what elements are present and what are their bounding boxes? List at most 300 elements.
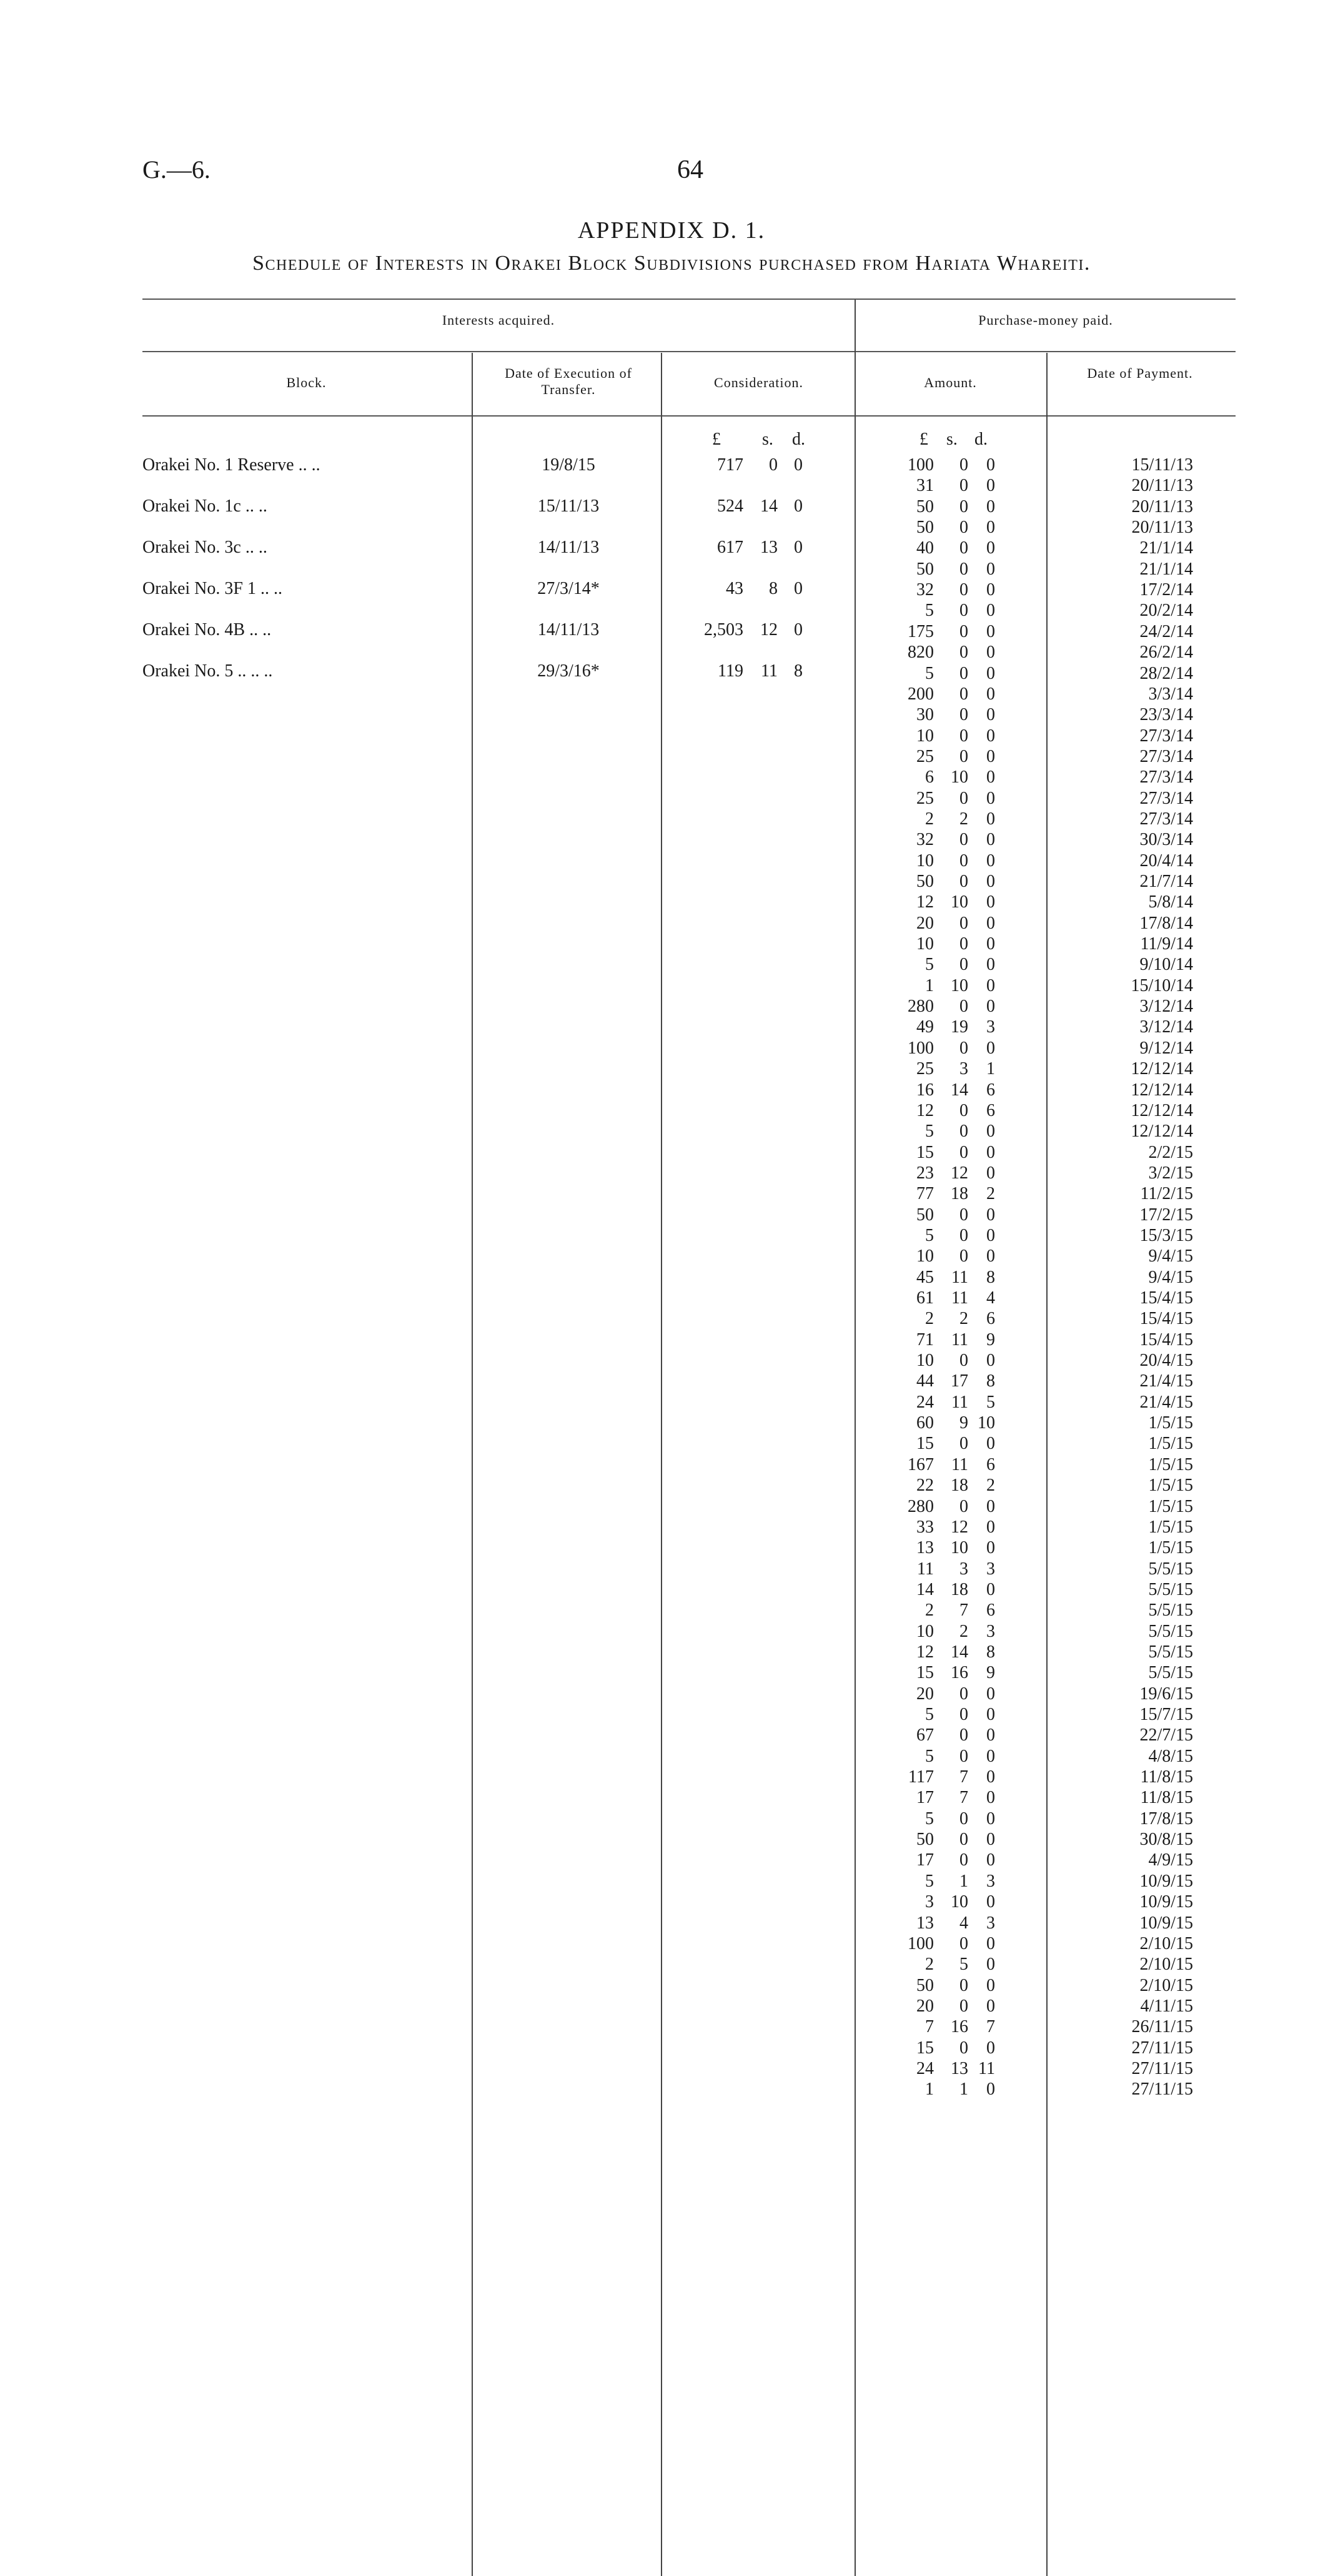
amount-shillings: 0 xyxy=(959,1205,968,1225)
consideration-pence: 8 xyxy=(794,661,803,681)
amount-pounds: 25 xyxy=(916,747,934,766)
amount-pence: 0 xyxy=(986,1226,995,1245)
amount-shillings: 0 xyxy=(959,914,968,933)
payment-date: 2/10/15 xyxy=(1139,1934,1193,1953)
amount-pounds: 5 xyxy=(925,1747,934,1766)
amount-pounds: 100 xyxy=(908,455,934,475)
amount-pence: 3 xyxy=(986,1017,995,1037)
amount-pence: 0 xyxy=(986,809,995,829)
amount-pounds: 31 xyxy=(916,476,934,495)
payment-date: 5/5/15 xyxy=(1148,1642,1193,1662)
amount-pence: 0 xyxy=(986,955,995,974)
amount-pounds: 100 xyxy=(908,1934,934,1953)
amount-shillings: 0 xyxy=(959,934,968,954)
consideration-pounds: 119 xyxy=(718,661,743,681)
consideration-pounds: 717 xyxy=(717,455,743,475)
amount-pence: 0 xyxy=(986,2080,995,2099)
amount-pounds: 20 xyxy=(916,1996,934,2016)
payment-date: 15/10/14 xyxy=(1131,976,1193,995)
payment-date: 27/3/14 xyxy=(1139,789,1193,808)
group-purchase-money: Purchase-money paid. xyxy=(978,312,1113,328)
amount-pence: 1 xyxy=(986,1059,995,1078)
amount-pence: 6 xyxy=(986,1601,995,1620)
payment-date: 11/8/15 xyxy=(1140,1788,1193,1807)
amount-shillings: 11 xyxy=(951,1455,968,1474)
amount-pence: 0 xyxy=(986,830,995,849)
group-interests-acquired: Interests acquired. xyxy=(442,312,555,328)
amount-shillings: 0 xyxy=(959,851,968,871)
amount-shillings: 0 xyxy=(959,726,968,746)
amount-pence: 0 xyxy=(986,1122,995,1141)
amount-pence: 8 xyxy=(986,1642,995,1662)
payment-date: 1/5/15 xyxy=(1148,1455,1193,1474)
amount-shillings: 0 xyxy=(959,997,968,1016)
amount-shillings: 7 xyxy=(959,1601,968,1620)
payment-date: 26/2/14 xyxy=(1139,643,1193,662)
amount-shillings: 0 xyxy=(959,455,968,475)
amount-pence: 0 xyxy=(986,1830,995,1849)
amount-pounds: 5 xyxy=(925,955,934,974)
divider-amount-date xyxy=(1046,353,1048,2576)
amount-pence: 0 xyxy=(986,1351,995,1370)
amount-pounds: 24 xyxy=(916,2059,934,2078)
payment-date: 3/12/14 xyxy=(1139,997,1193,1016)
consideration-pounds: 2,503 xyxy=(704,620,743,639)
amount-shillings: 0 xyxy=(959,1351,968,1370)
payment-date: 17/8/15 xyxy=(1139,1809,1193,1828)
amount-pence-unit: d. xyxy=(974,430,988,449)
amount-shillings: 18 xyxy=(951,1476,968,1495)
schedule-subtitle: Schedule of Interests in Orakei Block Subdivisions purchased from Hariata Whareiti. xyxy=(252,252,1091,275)
amount-shillings: 0 xyxy=(959,1747,968,1766)
amount-shillings: 0 xyxy=(959,1934,968,1953)
amount-pence: 0 xyxy=(986,747,995,766)
payment-date: 20/11/13 xyxy=(1131,476,1193,495)
amount-pence: 0 xyxy=(986,726,995,746)
amount-shillings: 0 xyxy=(959,955,968,974)
amount-shillings: 13 xyxy=(951,2059,968,2078)
amount-pence: 6 xyxy=(986,1080,995,1100)
amount-shillings: 7 xyxy=(959,1767,968,1787)
amount-shillings: 7 xyxy=(959,1788,968,1807)
amount-pence: 0 xyxy=(986,1747,995,1766)
amount-pence: 3 xyxy=(986,1872,995,1891)
payment-date: 15/4/15 xyxy=(1139,1309,1193,1328)
payment-date: 15/3/15 xyxy=(1139,1226,1193,1245)
amount-pounds: 17 xyxy=(916,1850,934,1870)
payment-date: 9/12/14 xyxy=(1139,1039,1193,1058)
amount-shillings: 19 xyxy=(951,1017,968,1037)
amount-pence: 8 xyxy=(986,1371,995,1391)
payment-date: 30/3/14 xyxy=(1139,830,1193,849)
amount-pounds: 49 xyxy=(916,1017,934,1037)
payment-date: 27/3/14 xyxy=(1139,747,1193,766)
amount-pounds: 22 xyxy=(916,1476,934,1495)
amount-pounds: 20 xyxy=(916,1684,934,1704)
amount-shillings: 14 xyxy=(951,1080,968,1100)
amount-shillings: 0 xyxy=(959,1122,968,1141)
payment-date: 27/11/15 xyxy=(1131,2080,1193,2099)
payment-date: 27/11/15 xyxy=(1131,2059,1193,2078)
payment-date: 20/4/14 xyxy=(1139,851,1193,871)
amount-shillings: 11 xyxy=(951,1268,968,1287)
document-reference: G.—6. xyxy=(142,155,211,184)
amount-shillings: 0 xyxy=(959,497,968,516)
amount-pounds: 12 xyxy=(916,1642,934,1662)
amount-pence: 0 xyxy=(986,789,995,808)
payment-date: 10/9/15 xyxy=(1139,1872,1193,1891)
amount-shillings: 0 xyxy=(959,1996,968,2016)
amount-pounds: 5 xyxy=(925,1122,934,1141)
amount-pence: 0 xyxy=(986,643,995,662)
payment-date: 1/5/15 xyxy=(1148,1517,1193,1537)
amount-pounds: 820 xyxy=(908,643,934,662)
consideration-pence: 0 xyxy=(794,455,803,475)
payment-date: 17/2/14 xyxy=(1139,580,1193,600)
amount-shillings: 0 xyxy=(959,705,968,724)
amount-pounds: 45 xyxy=(916,1268,934,1287)
amount-shillings: 0 xyxy=(959,872,968,891)
amount-pounds: 15 xyxy=(916,1143,934,1162)
transfer-date: 14/11/13 xyxy=(537,538,600,557)
amount-pounds: 2 xyxy=(925,809,934,829)
payment-date: 12/12/14 xyxy=(1131,1080,1193,1100)
payment-date: 28/2/14 xyxy=(1139,664,1193,683)
amount-shillings: 11 xyxy=(951,1393,968,1412)
amount-pounds: 2 xyxy=(925,1601,934,1620)
amount-pence: 0 xyxy=(986,664,995,683)
payment-date: 5/5/15 xyxy=(1148,1580,1193,1599)
payment-date: 10/9/15 xyxy=(1139,1913,1193,1933)
amount-pounds: 32 xyxy=(916,580,934,600)
amount-pence: 0 xyxy=(986,455,995,475)
amount-pounds: 175 xyxy=(908,622,934,641)
amount-shillings: 16 xyxy=(951,2017,968,2036)
consideration-shillings: 11 xyxy=(761,661,778,681)
consideration-pounds: 524 xyxy=(717,496,743,516)
amount-pounds: 50 xyxy=(916,872,934,891)
amount-pounds: 10 xyxy=(916,934,934,954)
col-date-payment: Date of Payment. xyxy=(1087,365,1193,381)
consideration-pence: 0 xyxy=(794,579,803,598)
divider-block-date xyxy=(472,353,473,2576)
amount-shillings: 0 xyxy=(959,476,968,495)
amount-shillings: 0 xyxy=(959,622,968,641)
amount-pence: 0 xyxy=(986,914,995,933)
amount-shillings: 0 xyxy=(959,1684,968,1704)
payment-date: 5/5/15 xyxy=(1148,1559,1193,1579)
amount-pounds: 5 xyxy=(925,1226,934,1245)
payment-date: 4/11/15 xyxy=(1140,1996,1193,2016)
consideration-shillings: 14 xyxy=(760,496,778,516)
payment-date: 1/5/15 xyxy=(1148,1413,1193,1433)
amount-pence: 3 xyxy=(986,1913,995,1933)
amount-shillings: 17 xyxy=(951,1371,968,1391)
amount-pounds: 200 xyxy=(908,684,934,704)
payment-date: 20/2/14 xyxy=(1139,601,1193,620)
amount-pence: 0 xyxy=(986,1996,995,2016)
amount-pence: 7 xyxy=(986,2017,995,2036)
amount-pounds: 25 xyxy=(916,789,934,808)
payment-date: 1/5/15 xyxy=(1148,1538,1193,1557)
payment-date: 15/4/15 xyxy=(1139,1288,1193,1308)
payment-date: 3/2/15 xyxy=(1148,1163,1193,1183)
amount-shillings: 0 xyxy=(959,518,968,537)
amount-shillings: 4 xyxy=(959,1913,968,1933)
amount-shillings: 0 xyxy=(959,601,968,620)
amount-shillings: 0 xyxy=(959,643,968,662)
amount-pence: 0 xyxy=(986,1580,995,1599)
amount-shillings: 0 xyxy=(959,664,968,683)
payment-date: 3/12/14 xyxy=(1139,1017,1193,1037)
amount-pounds: 10 xyxy=(916,1622,934,1641)
amount-shillings: 9 xyxy=(959,1413,968,1433)
amount-pounds: 60 xyxy=(916,1413,934,1433)
amount-pounds: 20 xyxy=(916,914,934,933)
amount-pence: 0 xyxy=(986,1538,995,1557)
payment-date: 23/3/14 xyxy=(1139,705,1193,724)
amount-pounds: 5 xyxy=(925,1809,934,1828)
amount-pounds: 14 xyxy=(916,1580,934,1599)
amount-pounds: 117 xyxy=(908,1767,934,1787)
amount-pence: 0 xyxy=(986,1163,995,1183)
amount-pence: 8 xyxy=(986,1268,995,1287)
amount-pounds: 40 xyxy=(916,538,934,558)
amount-pounds: 50 xyxy=(916,1830,934,1849)
amount-pence: 0 xyxy=(986,892,995,912)
amount-pound-unit: £ xyxy=(919,430,928,449)
consideration-pounds: 617 xyxy=(717,538,743,557)
amount-pence: 0 xyxy=(986,684,995,704)
amount-pence: 10 xyxy=(978,1413,995,1433)
payment-date: 27/3/14 xyxy=(1139,767,1193,787)
amount-shillings: 10 xyxy=(951,767,968,787)
payment-date: 15/7/15 xyxy=(1139,1705,1193,1724)
amount-pounds: 10 xyxy=(916,1246,934,1266)
consideration-pence-unit: d. xyxy=(792,430,805,449)
amount-shillings: 0 xyxy=(959,1850,968,1870)
amount-shillings: 0 xyxy=(959,684,968,704)
amount-shillings: 12 xyxy=(951,1517,968,1537)
amount-pence: 0 xyxy=(986,1850,995,1870)
amount-shillings: 0 xyxy=(959,1725,968,1745)
appendix-title: APPENDIX D. 1. xyxy=(577,217,766,244)
amount-shillings: 16 xyxy=(951,1663,968,1682)
amount-shillings: 10 xyxy=(951,1538,968,1557)
amount-pounds: 25 xyxy=(916,1059,934,1078)
amount-pence: 0 xyxy=(986,1684,995,1704)
amount-pence: 0 xyxy=(986,580,995,600)
amount-pounds: 10 xyxy=(916,1351,934,1370)
amount-pounds: 280 xyxy=(908,1497,934,1516)
payment-date: 15/4/15 xyxy=(1139,1330,1193,1350)
amount-shillings: 10 xyxy=(951,892,968,912)
amount-shillings: 12 xyxy=(951,1163,968,1183)
amount-pounds: 2 xyxy=(925,1309,934,1328)
amount-pence: 0 xyxy=(986,1725,995,1745)
amount-shillings: 0 xyxy=(959,1809,968,1828)
amount-shillings: 0 xyxy=(959,1039,968,1058)
amount-shillings: 0 xyxy=(959,1976,968,1995)
amount-pence: 9 xyxy=(986,1663,995,1682)
amount-pounds: 5 xyxy=(925,1872,934,1891)
payment-date: 24/2/14 xyxy=(1139,622,1193,641)
consideration-pound-unit: £ xyxy=(712,430,721,449)
amount-pounds: 5 xyxy=(925,601,934,620)
amount-pence: 0 xyxy=(986,560,995,579)
amount-shillings: 0 xyxy=(959,1246,968,1266)
payment-date: 4/8/15 xyxy=(1148,1747,1193,1766)
amount-shillings: 0 xyxy=(959,747,968,766)
amount-pence: 2 xyxy=(986,1184,995,1203)
amount-pence: 0 xyxy=(986,497,995,516)
payment-date: 9/10/14 xyxy=(1139,955,1193,974)
col-date-execution: Date of Execution of Transfer. xyxy=(505,365,632,397)
amount-pence: 6 xyxy=(986,1101,995,1120)
payment-date: 21/7/14 xyxy=(1139,872,1193,891)
amount-pounds: 16 xyxy=(916,1080,934,1100)
col-consideration: Consideration. xyxy=(714,375,803,390)
payment-date: 26/11/15 xyxy=(1131,2017,1193,2036)
amount-pounds: 33 xyxy=(916,1517,934,1537)
transfer-date: 29/3/16* xyxy=(537,661,600,681)
amount-pounds: 44 xyxy=(916,1371,934,1391)
amount-pence: 0 xyxy=(986,851,995,871)
payment-date: 17/8/14 xyxy=(1139,914,1193,933)
amount-pounds: 67 xyxy=(916,1725,934,1745)
amount-pounds: 167 xyxy=(908,1455,934,1474)
payment-date: 2/10/15 xyxy=(1139,1955,1193,1974)
amount-pence: 0 xyxy=(986,1934,995,1953)
amount-pounds: 3 xyxy=(925,1892,934,1912)
amount-pounds: 61 xyxy=(916,1288,934,1308)
amount-pounds: 17 xyxy=(916,1788,934,1807)
consideration-pence: 0 xyxy=(794,538,803,557)
amount-pence: 0 xyxy=(986,518,995,537)
payment-date: 4/9/15 xyxy=(1148,1850,1193,1870)
amount-shillings: 3 xyxy=(959,1559,968,1579)
payment-date: 9/4/15 xyxy=(1148,1246,1193,1266)
amount-pence: 0 xyxy=(986,1246,995,1266)
payment-date: 5/5/15 xyxy=(1148,1622,1193,1641)
payment-date: 17/2/15 xyxy=(1139,1205,1193,1225)
transfer-date: 19/8/15 xyxy=(542,455,595,475)
amount-pence: 3 xyxy=(986,1622,995,1641)
amount-pounds: 6 xyxy=(925,767,934,787)
amount-pounds: 71 xyxy=(916,1330,934,1350)
amount-pence: 0 xyxy=(986,1892,995,1912)
amount-pounds: 280 xyxy=(908,997,934,1016)
payment-date: 19/6/15 xyxy=(1139,1684,1193,1704)
amount-pounds: 50 xyxy=(916,497,934,516)
transfer-date: 27/3/14* xyxy=(537,579,600,598)
payment-date: 5/8/14 xyxy=(1148,892,1193,912)
amount-pounds: 77 xyxy=(916,1184,934,1203)
amount-pence: 0 xyxy=(986,1039,995,1058)
consideration-shilling-unit: s. xyxy=(762,430,773,449)
col-block: Block. xyxy=(286,375,327,390)
amount-shillings: 10 xyxy=(951,976,968,995)
amount-shilling-unit: s. xyxy=(946,430,958,449)
payment-date: 21/1/14 xyxy=(1139,560,1193,579)
payment-date: 11/8/15 xyxy=(1140,1767,1193,1787)
amount-pence: 4 xyxy=(986,1288,995,1308)
payment-date: 5/5/15 xyxy=(1148,1601,1193,1620)
amount-pence: 0 xyxy=(986,1205,995,1225)
amount-pence: 0 xyxy=(986,1788,995,1807)
payment-date: 30/8/15 xyxy=(1139,1830,1193,1849)
transfer-date: 14/11/13 xyxy=(537,620,600,639)
table-top-rule xyxy=(142,299,1236,300)
payment-date: 21/4/15 xyxy=(1139,1371,1193,1391)
col-amount: Amount. xyxy=(924,375,977,390)
amount-shillings: 0 xyxy=(959,830,968,849)
amount-shillings: 2 xyxy=(959,1309,968,1328)
amount-pence: 6 xyxy=(986,1455,995,1474)
amount-pounds: 100 xyxy=(908,1039,934,1058)
payment-date: 27/11/15 xyxy=(1131,2038,1193,2058)
header-bottom-rule xyxy=(142,415,1236,417)
amount-pounds: 30 xyxy=(916,705,934,724)
amount-pounds: 12 xyxy=(916,892,934,912)
amount-shillings: 3 xyxy=(959,1059,968,1078)
amount-pence: 0 xyxy=(986,1434,995,1453)
amount-shillings: 1 xyxy=(959,2080,968,2099)
payment-date: 11/9/14 xyxy=(1140,934,1193,954)
amount-pounds: 12 xyxy=(916,1101,934,1120)
amount-pounds: 1 xyxy=(925,976,934,995)
payment-date: 21/4/15 xyxy=(1139,1393,1193,1412)
payment-date: 12/12/14 xyxy=(1131,1059,1193,1078)
consideration-shillings: 8 xyxy=(769,579,778,598)
payment-date: 10/9/15 xyxy=(1139,1892,1193,1912)
payment-date: 20/4/15 xyxy=(1139,1351,1193,1370)
amount-pence: 0 xyxy=(986,601,995,620)
amount-shillings: 11 xyxy=(951,1330,968,1350)
amount-shillings: 0 xyxy=(959,560,968,579)
amount-pence: 0 xyxy=(986,1809,995,1828)
amount-pounds: 7 xyxy=(925,2017,934,2036)
payment-date: 3/3/14 xyxy=(1148,684,1193,704)
amount-pence: 2 xyxy=(986,1476,995,1495)
amount-pence: 0 xyxy=(986,872,995,891)
amount-pence: 11 xyxy=(978,2059,995,2078)
payment-date: 12/12/14 xyxy=(1131,1101,1193,1120)
amount-pounds: 1 xyxy=(925,2080,934,2099)
payment-date: 27/3/14 xyxy=(1139,809,1193,829)
amount-pounds: 23 xyxy=(916,1163,934,1183)
consideration-pence: 0 xyxy=(794,620,803,639)
amount-pounds: 15 xyxy=(916,1434,934,1453)
amount-shillings: 5 xyxy=(959,1955,968,1974)
consideration-shillings: 13 xyxy=(760,538,778,557)
payment-date: 2/10/15 xyxy=(1139,1976,1193,1995)
amount-pence: 0 xyxy=(986,1955,995,1974)
amount-pounds: 50 xyxy=(916,518,934,537)
amount-pounds: 2 xyxy=(925,1955,934,1974)
block-name: Orakei No. 5 .. .. .. xyxy=(142,661,273,681)
payment-date: 1/5/15 xyxy=(1148,1434,1193,1453)
amount-shillings: 0 xyxy=(959,1434,968,1453)
amount-pence: 9 xyxy=(986,1330,995,1350)
payment-date: 27/3/14 xyxy=(1139,726,1193,746)
amount-shillings: 0 xyxy=(959,1101,968,1120)
amount-pence: 0 xyxy=(986,1705,995,1724)
amount-pence: 0 xyxy=(986,538,995,558)
amount-pence: 5 xyxy=(986,1393,995,1412)
amount-shillings: 0 xyxy=(959,1705,968,1724)
payment-date: 11/2/15 xyxy=(1140,1184,1193,1203)
